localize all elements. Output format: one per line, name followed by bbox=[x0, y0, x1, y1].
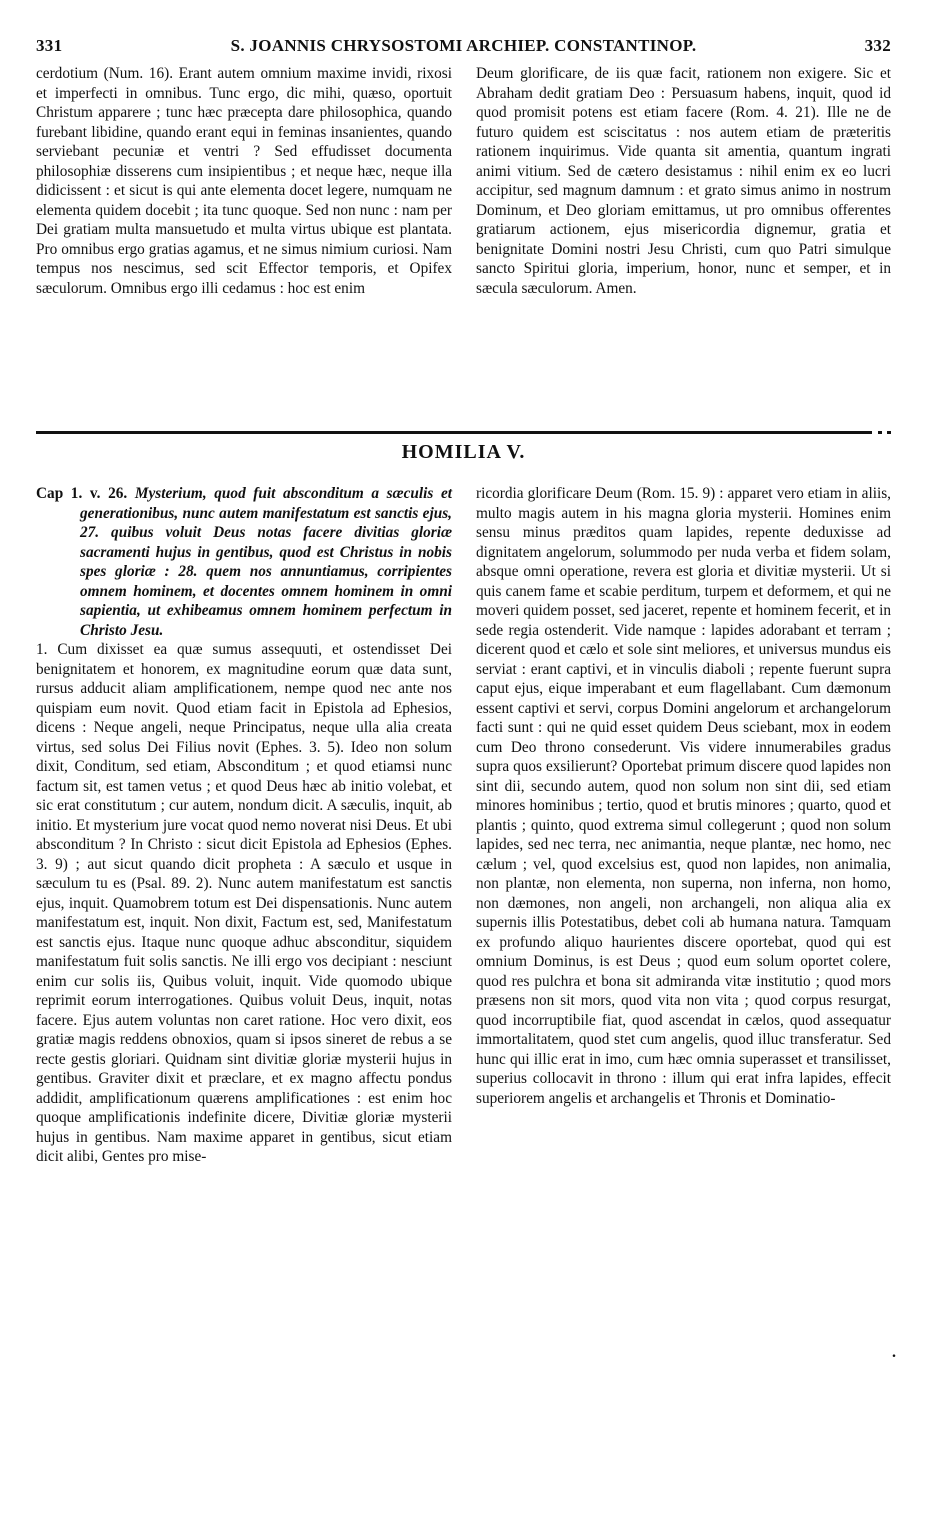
bottom-left-column bbox=[36, 484, 452, 1167]
divider-dash bbox=[878, 431, 882, 434]
bottom-left-paragraph: 1. Cum dixisset ea quæ sumus assequuti, et ostendisset Dei benignitatem et honorem, ex magnitudine eorum quæ data sunt, rursus adducit aliam amplificationem, nempe quod nec ante nos quispiam eum novit. Quod etiam facit in Epistola ad Ephesios, dicens : Neque angeli, neque Principatus, neque ulla alia creata virtus, sed solus Dei Filius novit (Ephes. 3. 5). Ideo non solum dixit, Conditum, sed etiam, Absconditum ; et quod etiamsi nunc factum sit, est tamen vetus ; et quod Deus hæc ab initio volebat, et sic erat constitutum ; cur autem, nondum dicit. A sæculis, inquit, ab initio. Et mysterium jure vocat quod nemo noverat nisi Deus. Et ubi absconditum ? In Christo : sicut dicit Epistola ad Ephesios (Ephes. 3. 9) ; aut sicut quando dicit propheta : A sæculo et usque in sæculum tu es (Psal. 89. 2). Nunc autem manifestatum est sanctis ejus, inquit. Quamobrem totum est Dei dispensationis. Nunc autem manifestatum est, inquit. Non dixit, Factum est, sed, Manifestatum est sanctis ejus. Itaque nunc quoque adhuc absconditur, siquidem manifestatum fuit solis sanctis. Ne illi ergo vos decipiant : nesciunt enim cur solis iis, Quibus voluit, inquit. Vide quomodo ubique reprimit eorum interrogationes. Quibus voluit Deus, inquit, notas facere. Ejus autem voluntas non caret ratione. Hoc vero dixit, eos gratiæ magis reddens obnoxios, quam si ipsos sineret de rebus a se recte gestis gloriari. Quidnam sint divitiæ gloriæ mysterii hujus in gentibus. Graviter dixit et præclare, et ex magno affectu pondus addidit, amplificationum quærens amplificationes : est enim hoc quoque amplificationis indefinite dicere, Divitiæ gloriæ mysterii hujus in gentibus. Nam maxime apparet in gentibus, sicut etiam dicit alibi, Gentes pro mise- bbox=[36, 641, 452, 1165]
page-number-right: 332 bbox=[864, 36, 891, 55]
divider-line bbox=[36, 431, 872, 434]
bottom-right-paragraph: ricordia glorificare Deum (Rom. 15. 9) : apparet vero etiam in aliis, multo magis autem in his magna gloria mysterii. Homines enim sensu minus præditos quam lapides, repente deduxisse ad dignitatem angelorum, solummodo per nuda verba et fidem solam, absque omni operatione, revera est gloria et divitiæ mysterii. Ut si quis canem fame et scabie perditum, turpem et deformem, et qui ne moveri quidem posset, sed jaceret, repente et hominem fecerit, et in sede regia ostenderit. Vide namque : lapides adorabant et terram ; dicerent quod et cælo et sole sint meliores, et universus mundus eis serviat : erant captivi, et in vinculis diaboli ; repente fuerunt supra caput ejus, eique imperabant et eum flagellabant. Cum dæmonum essent captivi et servi, corpus Domini angelorum et archangelorum facti sunt : qui ne quid esset quidem Deus sciebant, mox in eodem cum Deo throno consederunt. Vis videre innumerabiles gradus supra quos exsilierunt? Oportebat primum discere quod lapides non sint dii, secundo autem, quod non solum non sint dii, sed etiam minores hominibus ; tertio, quod et brutis minores ; quarto, quod et plantis ; quinto, quod extrema simul collegerunt ; quod non solum lapides, sed nec terra, nec animantia, neque plantæ, nec homo, nec cælum ; vel, quod excelsius est, quod non lapides, non animalia, non plantæ, non elementa, non superna, non inferna, non homo, non dæmones, non angeli, non archangeli, non aliqua alia ex supernis illis Potestatibus, debet coli ab humana natura. Tamquam ex profundo aliquo haurientes discere oportebat, quod qui est omnium Dominus, is est Deus ; quod eum solum oportet colere, quod res pulchra et bona sit admiranda vitæ institutio ; quod mors præsens non sit mors, quod vita non vita ; quod corpus resurgat, quod incorruptibile fiat, quod ascendat in cælos, quod assequatur immortalitatem, quod stet cum angelis, quod illuc transferatur. Sed hunc qui illic erat in imo, cum hæc omnia superasset et transilisset, superius collocavit in throno : illum qui erat infra lapides, effecit superiorem angelis et archangelis et Thronis et Dominatio- bbox=[476, 485, 891, 1107]
caput-text: Mysterium, quod fuit absconditum a sæculis et generationibus, nunc autem manifestatum est sanctis ejus, 27. quibus voluit Deus notas facere divitias gloriæ sacramenti hujus in gentibus, quod est Christus in nobis spes gloriæ : 28. quem nos annuntiamus, corripientes omnem hominem, et docentes omnem hominem in omni sapientia, ut exhibeamus omnem hominem perfectum in Christo Jesu. bbox=[80, 485, 452, 639]
top-right-column bbox=[476, 64, 891, 298]
running-header bbox=[36, 30, 891, 60]
bottom-right-column bbox=[476, 484, 891, 1108]
caput-label: Cap 1. v. 26. bbox=[36, 485, 128, 502]
homily-title: HOMILIA V. bbox=[401, 441, 526, 463]
top-right-paragraph: Deum glorificare, de iis quæ facit, rationem non exigere. Sic et Abraham dedit gratiam Deo : Persuasum habens, inquit, quod id quod promisit potens est etiam facere (Rom. 4. 21). Ille ne de futuro quidem est sciscitatus : nos autem etiam de præteritis rationem inquirimus. Vide quanta sit amentia, quantum ingrati animi vitium. Sed de cætero desistamus : nihil enim ex eo lucri accipitur, sed magnum damnum : et grato simus animo in nostrum Dominum, et Deo gloriam emittamus, ut pro omnibus offerentes gratiarum actionem, ejus misericordia dignemur, gratia et benignitate Domini nostri Jesu Christi, cum quo Patri simulque sancto Spiritui gloria, imperium, honor, nunc et semper, et in sæcula sæculorum. Amen. bbox=[476, 65, 891, 297]
section-divider bbox=[36, 431, 891, 434]
divider-dash bbox=[887, 431, 891, 434]
page-number-left: 331 bbox=[36, 36, 63, 55]
margin-mark: . bbox=[892, 1344, 896, 1361]
top-left-paragraph: cerdotium (Num. 16). Erant autem omnium maxime invidi, rixosi et imperfecti in omnibus. Tunc ergo, dic mihi, quæso, oportuit Christum apparere ; tunc hæc præcepta dare philosophica, quando furebant libidine, quando erant equi in feminas insanientes, quando serviebant pecuniæ et ventri ? Sed effudisset documenta philosophiæ disserens cum insipientibus ; et neque hæc, neque illa didicissent : et sicut is qui ante elementa docet legere, numquam ne elementa quidem docebit ; ita tunc quoque. Sed non nunc : nam per Dei gratiam multa mansuetudo et multa virtus ubique est plantata. Pro omnibus ergo gratias agamus, et ne simus nimium curiosi. Nam tempus nos nescimus, sed scit Effector temporis, et Opifex sæculorum. Omnibus ergo illi cedamus : hoc est enim bbox=[36, 65, 452, 297]
top-left-column bbox=[36, 64, 452, 298]
scripture-caput bbox=[36, 484, 452, 640]
running-title: S. JOANNIS CHRYSOSTOMI ARCHIEP. CONSTANTINOP. bbox=[230, 36, 697, 55]
